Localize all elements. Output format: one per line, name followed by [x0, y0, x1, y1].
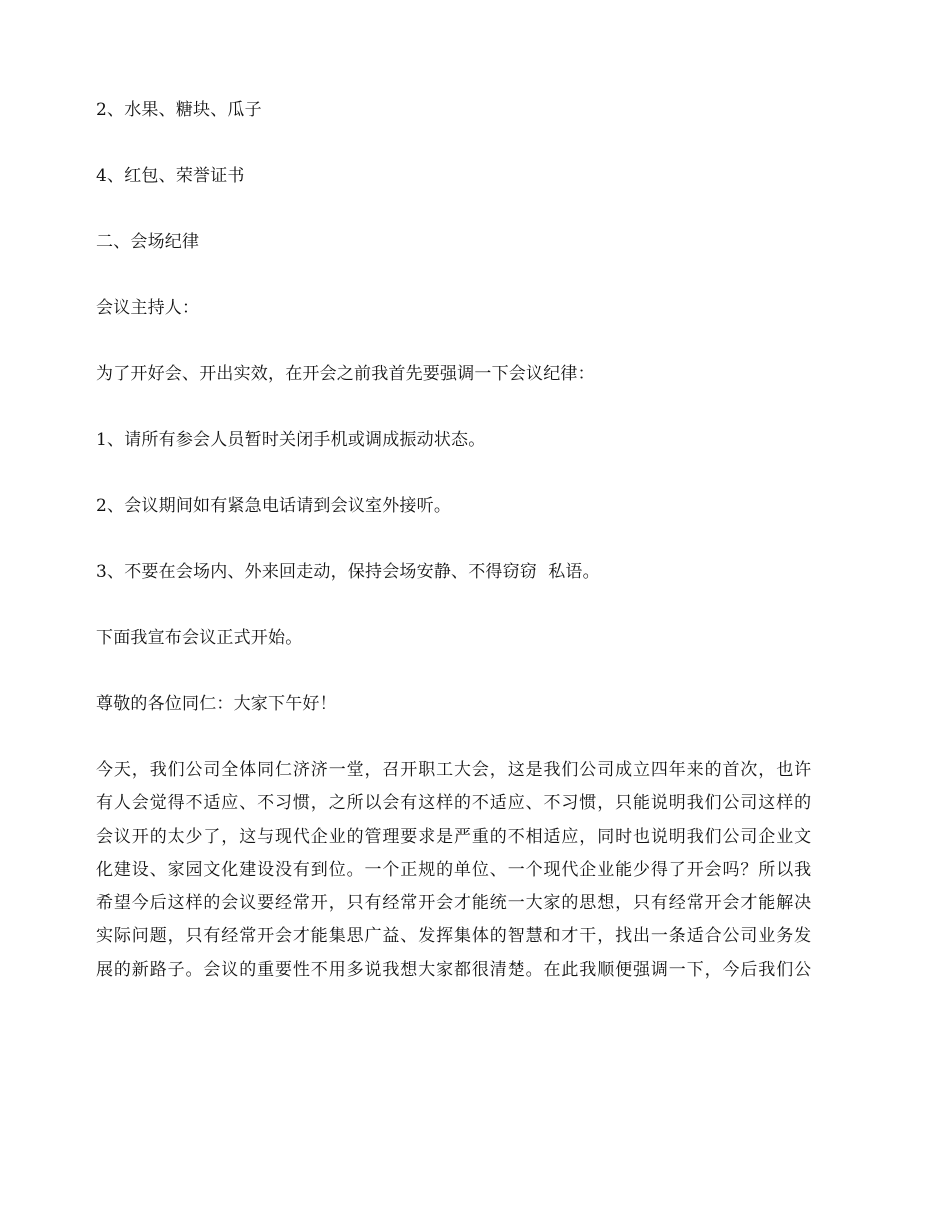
- speech-paragraph: [96, 754, 848, 987]
- rule-item-3: 3、不要在会场内、外来回走动，保持会场安静、不得窃窃 私语。: [96, 562, 600, 582]
- rule-item-2: 2、会议期间如有紧急电话请到会议室外接听。: [96, 496, 452, 516]
- paragraph-line: 展的新路子。会议的重要性不用多说我想大家都很清楚。在此我顺便强调一下，今后我们公: [96, 959, 812, 980]
- paragraph-line: 实际问题，只有经常开会才能集思广益、发挥集体的智慧和才干，找出一条适合公司业务发: [96, 926, 812, 947]
- paragraph-line: 今天，我们公司全体同仁济济一堂，召开职工大会，这是我们公司成立四年来的首次，也许: [96, 760, 812, 780]
- section-heading-discipline: 二、会场纪律: [96, 232, 200, 252]
- host-label: 会议主持人：: [96, 298, 200, 318]
- greeting: 尊敬的各位同仁：大家下午好！: [96, 694, 337, 714]
- meeting-start-announcement: 下面我宣布会议正式开始。: [96, 628, 303, 648]
- list-item-red-envelope: 4、红包、荣誉证书: [96, 166, 245, 186]
- paragraph-line: 化建设、家园文化建设没有到位。一个正规的单位、一个现代企业能少得了开会吗？所以我: [96, 859, 812, 880]
- list-item-fruit-candy: 2、水果、糖块、瓜子: [96, 100, 262, 120]
- paragraph-line: 希望今后这样的会议要经常开，只有经常开会才能统一大家的思想，只有经常开会才能解决: [96, 893, 812, 914]
- discipline-intro: 为了开好会、开出实效，在开会之前我首先要强调一下会议纪律：: [96, 364, 595, 384]
- paragraph-line: 会议开的太少了，这与现代企业的管理要求是严重的不相适应，同时也说明我们公司企业文: [96, 826, 812, 847]
- paragraph-line: 有人会觉得不适应、不习惯，之所以会有这样的不适应、不习惯，只能说明我们公司这样的: [96, 793, 812, 814]
- rule-item-1: 1、请所有参会人员暂时关闭手机或调成振动状态。: [96, 430, 486, 450]
